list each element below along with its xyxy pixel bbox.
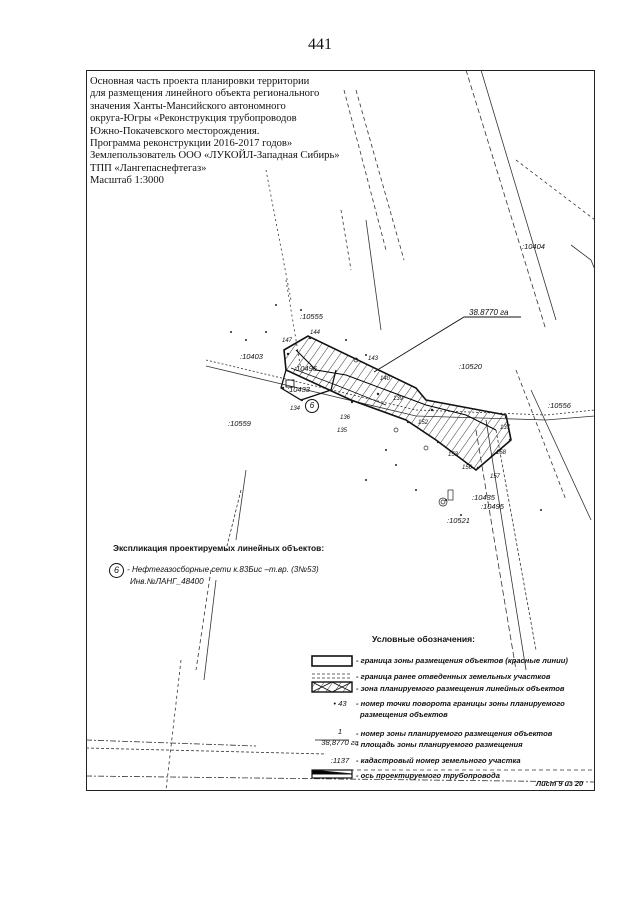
legend-symbol-zone-number: 1 [337,727,343,736]
point-number: 152 [418,420,429,426]
legend-item-turn-point: - номер точки поворота границы зоны планируемого [356,699,565,708]
point-number: 144 [310,330,321,336]
point-number: 139 [393,396,404,402]
sheet-number: Лист 9 из 20 [536,779,584,788]
parcel-label: :10435 [472,493,495,502]
legend-symbol-point: • 43 [333,699,347,708]
point-number: 157 [490,474,501,480]
point-number: 158 [496,450,507,456]
legend-item-planned-zone: - зона планируемого размещения линейных объектов [356,684,565,693]
parcel-label: :10521 [447,516,470,525]
point-number: 135 [337,428,348,434]
point-number: 136 [340,415,351,421]
parcel-label: :10495 [481,502,504,511]
legend-symbol-cadastral: :1137 [330,756,350,765]
legend-item-red-lines: - граница зоны размещения объектов (красные линии) [356,656,568,665]
point-number: 137 [500,425,511,431]
point-number: 156 [462,465,473,471]
legend-item-zone-number: - номер зоны планируемого размещения объектов [356,729,553,738]
legend-symbol-zone-area: 38,8770 га [321,738,359,747]
legend-item-zone-area: - площадь зоны планируемого размещения [356,740,523,749]
title-line: Программа реконструкции 2016-2017 годов» [90,137,293,149]
legend-item-turn-point-cont: размещения объектов [360,710,448,719]
legend-item-pipeline-axis: - ось проектируемого трубопровода [356,771,500,780]
title-line: Южно-Покачевского месторождения. [90,125,260,137]
point-number: 153 [448,452,459,458]
parcel-label: :10403 [240,352,263,361]
parcel-label: :10520 [459,362,482,371]
point-number: 147 [282,338,293,344]
legend-title: Условные обозначения: [372,634,475,644]
page-number: 441 [308,36,332,53]
explication-item-inventory: Инв.№ЛАНГ_48400 [130,577,204,586]
parcel-label: :10433 [287,385,310,394]
area-callout-label: 38.8770 га [469,308,509,317]
parcel-label: :10555 [300,312,323,321]
parcel-label: :10404 [522,242,545,251]
title-line: Основная часть проекта планировки территории [90,76,310,87]
parcel-label: :10556 [548,401,571,410]
legend-item-cadastral: - кадастровый номер земельного участка [356,756,521,765]
point-number: 143 [368,356,379,362]
scale-line: Масштаб 1:3000 [90,175,164,187]
explication-item-name: - Нефтегазосборные сети к.83Бис –т.вр. (3№53) [127,565,319,574]
explication-title: Экспликация проектируемых линейных объектов: [113,543,325,553]
title-line: значения Ханты-Мансийского автономного [90,100,286,112]
explication-zone-number: 6 [109,563,124,578]
area-callout-leader [374,317,521,372]
title-line: Землепользователь ООО «ЛУКОЙЛ-Западная Сибирь» [90,150,340,162]
title-line: для размещения линейного объекта регионального [90,88,320,100]
legend-item-allotted-parcels: - граница ранее отведенных земельных участков [356,672,551,681]
zone-number-marker: 6 [305,399,319,413]
point-number: 140 [380,376,391,382]
title-line: округа-Югры «Реконструкция трубопроводов [90,113,297,125]
point-number: 134 [290,406,301,412]
parcel-label: :10496 [294,364,317,373]
parcel-label: :10559 [228,419,251,428]
title-line: ТПП «Лангепаснефтегаз» [90,162,207,174]
